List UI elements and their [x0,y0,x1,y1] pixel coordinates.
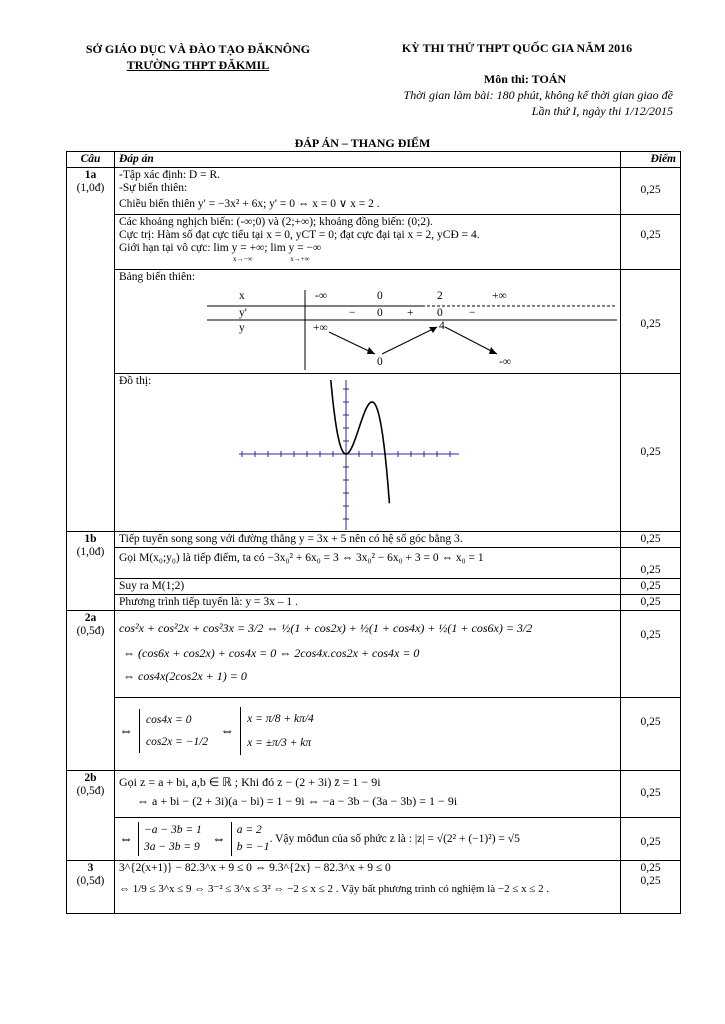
table-row [67,611,681,698]
table-row [67,771,681,818]
question-id: 3 [87,862,94,874]
system-line: b = −1 [236,841,270,853]
system-line: −a − 3b = 1 [144,824,202,836]
answer-cell [115,548,621,579]
equivalence-symbol: ⇔ [211,831,226,847]
answer-line: ⇔ 1/9 ≤ 3^x ≤ 9 ⇔ 3⁻² ≤ 3^x ≤ 3² ⇔ −2 ≤ x ≤ 2 . Vậy bất phương trình có nghiệm là −2 ≤ x ≤ 2 . [119,883,550,895]
system-right [240,707,314,755]
table-row [67,818,681,861]
answer-cell [115,270,621,374]
equivalence-symbol: ⇔ [119,831,133,847]
bvt-sign-3: − [469,307,476,319]
answer-line: Chiều biến thiên y' = −3x² + 6x; y' = 0 ⇔ x = 0 ∨ x = 2 . [119,198,380,210]
col-question: Câu [67,152,115,168]
answer-line: Tiếp tuyến song song với đường thẳng y = 3x + 5 nên có hệ số góc bằng 3. [119,533,463,545]
system-line: x = ±π/3 + kπ [247,737,312,749]
header-left [58,41,338,73]
department-name: SỞ GIÁO DỤC VÀ ĐÀO TẠO ĐĂKNÔNG [85,42,311,56]
bvt-x-label: x [239,290,245,302]
table-row [67,595,681,611]
answer-line: cos²x + cos²2x + cos²3x = 3/2 ⇔ ½(1 + cos2x) + ½(1 + cos4x) + ½(1 + cos6x) = 3/2 [119,621,533,635]
bvt-y-0: 0 [377,356,383,368]
question-weight: (0,5đ) [76,875,105,887]
solution-system [119,699,616,755]
exam-title: KỲ THI THỬ THPT QUỐC GIA NĂM 2016 [401,41,633,55]
function-curve [330,380,389,503]
table-row [67,579,681,595]
table-row [67,548,681,579]
points: 0,25 [640,875,661,887]
answer-line: Cực trị: Hàm số đạt cực tiểu tại x = 0, yCT = 0; đạt cực đại tại x = 2, yCĐ = 4. [119,229,480,241]
limit-sub-left: x→−∞ [233,255,253,263]
system-line: cos2x = −1/2 [146,736,209,748]
answer-line: Giới hạn tại vô cực: lim y = +∞; lim y = −∞ [119,242,322,254]
page-title: ĐÁP ÁN – THANG ĐIỂM [294,136,431,150]
question-id-cell [67,168,115,532]
bvt-y-pos-inf: +∞ [313,322,328,334]
equivalence-symbol: ⇔ [119,723,133,739]
complex-system [119,819,616,856]
school-name: TRƯỜNG THPT ĐĂKMIL [126,58,270,72]
answer-cell [115,579,621,595]
question-weight: (0,5đ) [76,785,105,797]
points: 0,25 [621,270,681,374]
answer-cell [115,698,621,771]
question-weight: (1,0đ) [76,182,105,194]
answer-cell [115,532,621,548]
table-row [67,374,681,532]
question-weight: (1,0đ) [76,546,105,558]
answer-cell [115,168,621,215]
answer-line: Phương trình tiếp tuyến là: y = 3x – 1 . [119,596,298,608]
points: 0,25 [621,818,681,861]
points: 0,25 [621,374,681,532]
system-line: cos4x = 0 [146,714,192,726]
bvt-sign-1: − [349,307,356,319]
equivalence-symbol: ⇔ [220,723,235,739]
answer-cell [115,611,621,698]
variation-table [207,284,617,372]
table-row [67,270,681,374]
answer-line: Gọi z = a + bi, a,b ∈ ℝ ; Khi đó z − (2 + 3i) z̄ = 1 − 9i [119,775,381,789]
question-id: 2a [84,612,97,624]
exam-time [404,87,673,119]
bvt-y-neg-inf: -∞ [499,356,512,368]
question-weight: (0,5đ) [76,625,105,637]
bvt-x-2: 2 [437,290,443,302]
points: 0,25 [621,595,681,611]
points: 0,25 [621,548,681,579]
answer-line: Các khoảng nghịch biến: (-∞;0) và (2;+∞); khoảng đồng biến: (0;2). [119,216,433,228]
points: 0,25 [621,579,681,595]
points: 0,25 [621,215,681,270]
answer-line: ⇔ cos4x(2cos2x + 1) = 0 [123,669,247,683]
col-answer: Đáp án [115,152,621,168]
question-id-cell [67,611,115,771]
bvt-x-neg-inf: -∞ [315,290,328,302]
system-line: 3a − 3b = 9 [144,841,200,853]
modulus-text: . Vậy môđun của số phức z là : |z| = √(2² + (−1)²) = √5 [269,832,520,845]
question-id: 2b [84,772,97,784]
answer-line: 3^{2(x+1)} − 82.3^x + 9 ≤ 0 ⇔ 9.3^{2x} − 82.3^x + 9 ≤ 0 [119,862,391,874]
subject: Môn thi: TOÁN [483,72,567,86]
points: 0,25 [621,532,681,548]
answer-cell [115,771,621,818]
answer-cell [115,215,621,270]
answer-line: Suy ra M(1;2) [119,580,185,592]
answer-line: -Sự biến thiên: [119,182,188,194]
points: 0,25 [621,168,681,215]
duration: Thời gian làm bài: 180 phút, không kể thời gian giao đề [403,88,673,102]
question-id-cell [67,861,115,914]
table-header-row [67,152,681,168]
system-right [231,822,270,856]
session: Lần thứ I, ngày thi 1/12/2015 [531,104,673,118]
question-id-cell [67,771,115,861]
function-graph [239,380,459,530]
system-line: x = π/8 + kπ/4 [247,713,314,725]
answer-cell [115,818,621,861]
bvt-yprime-label: y' [239,307,247,319]
answer-line: ⇔ (cos6x + cos2x) + cos4x = 0 ⇔ 2cos4x.cos2x + cos4x = 0 [123,646,420,660]
points: 0,25 [621,611,681,698]
points-cell [621,861,681,914]
answer-line: Gọi M(x₀;y₀) là tiếp điểm, ta có −3x₀² + 6x₀ = 3 ⇔ 3x₀² − 6x₀ + 3 = 0 ⇔ x₀ = 1 [119,552,484,564]
answer-line: Đồ thị: [119,375,152,387]
table-row [67,861,681,914]
bvt-zero-2: 0 [437,307,443,319]
table-row [67,215,681,270]
table-row [67,532,681,548]
answer-cell [115,595,621,611]
answer-cell [115,374,621,532]
col-points: Điểm [621,152,681,168]
bvt-x-pos-inf: +∞ [492,290,507,302]
question-id: 1a [84,169,97,181]
answer-line: -Tập xác định: D = R. [119,169,221,181]
system-left [139,709,208,753]
variation-table-lines [207,284,617,372]
bvt-y-label: y [239,322,245,334]
bvt-zero-1: 0 [377,307,383,319]
system-line: a = 2 [236,824,262,836]
answer-cell [115,861,621,914]
answer-table [66,151,681,914]
system-left [138,822,202,856]
points: 0,25 [621,771,681,818]
table-row [67,698,681,771]
question-id-cell [67,532,115,611]
answer-line: ⇔ a + bi − (2 + 3i)(a − bi) = 1 − 9i ⇔ −a − 3b − (3a − 3b) = 1 − 9i [137,794,458,808]
limit-sub-right: x→+∞ [290,255,310,263]
points: 0,25 [621,698,681,771]
table-row [67,168,681,215]
bvt-y-4: 4 [439,320,445,332]
bvt-sign-2: + [407,307,414,319]
limit-subscripts [119,255,616,263]
question-id: 1b [84,533,97,545]
points: 0,25 [640,862,661,874]
answer-line: Bảng biến thiên: [119,271,196,283]
bvt-x-0: 0 [377,290,383,302]
